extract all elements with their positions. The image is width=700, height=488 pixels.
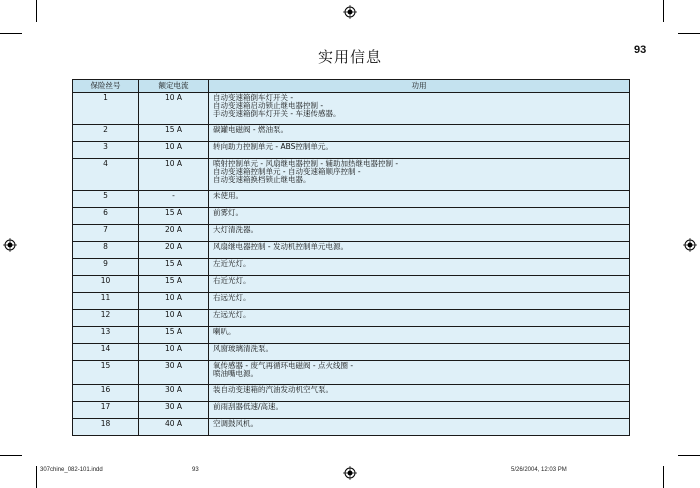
function-cell: 喇叭。 — [209, 327, 630, 344]
column-header-rated-current: 额定电流 — [139, 80, 209, 93]
table-row — [73, 208, 630, 225]
rated-current-cell: - — [139, 191, 209, 208]
column-header-function: 功用 — [209, 80, 630, 93]
fuse-number-cell: 6 — [73, 208, 139, 225]
crop-mark — [663, 0, 664, 22]
table-row — [73, 225, 630, 242]
function-cell: 右远光灯。 — [209, 293, 630, 310]
function-cell: 左近光灯。 — [209, 259, 630, 276]
table-row — [73, 242, 630, 259]
table-row — [73, 344, 630, 361]
fuse-number-cell: 16 — [73, 385, 139, 402]
fuse-number-cell: 11 — [73, 293, 139, 310]
crop-mark — [36, 466, 37, 488]
fuse-number-cell: 2 — [73, 125, 139, 142]
crop-mark — [678, 455, 700, 456]
table-row — [73, 93, 630, 125]
fuse-number-cell: 7 — [73, 225, 139, 242]
page-number: 93 — [634, 44, 647, 56]
registration-mark-bottom-icon — [343, 466, 357, 480]
footer-page: 93 — [192, 467, 199, 473]
fuse-number-cell: 13 — [73, 327, 139, 344]
fuse-number-cell: 15 — [73, 361, 139, 385]
function-cell: 装自动变速箱的汽油发动机空气泵。 — [209, 385, 630, 402]
fuse-number-cell: 5 — [73, 191, 139, 208]
crop-mark — [678, 33, 700, 34]
rated-current-cell: 40 A — [139, 419, 209, 436]
column-header-fuse-no: 保险丝号 — [73, 80, 139, 93]
fuse-table — [72, 79, 630, 436]
rated-current-cell: 10 A — [139, 344, 209, 361]
rated-current-cell: 10 A — [139, 310, 209, 327]
crop-mark — [0, 455, 22, 456]
table-row — [73, 402, 630, 419]
table-row — [73, 327, 630, 344]
fuse-number-cell: 1 — [73, 93, 139, 125]
rated-current-cell: 15 A — [139, 259, 209, 276]
function-cell: 左远光灯。 — [209, 310, 630, 327]
function-cell: 前雨刮器低速/高速。 — [209, 402, 630, 419]
function-cell: 喷射控制单元 - 风扇继电器控制 - 辅助加热继电器控制 - 自动变速箱控制单元 - 自动变速箱顺序控制 - 自动变速箱换档锁止继电器。 — [209, 159, 630, 191]
footer-date: 5/26/2004, 12:03 PM — [511, 467, 567, 473]
table-row — [73, 276, 630, 293]
fuse-number-cell: 10 — [73, 276, 139, 293]
footer-file: 307chine_082-101.indd — [40, 467, 103, 473]
function-cell: 大灯清洗器。 — [209, 225, 630, 242]
table-header-row — [73, 80, 630, 93]
fuse-number-cell: 17 — [73, 402, 139, 419]
function-cell: 碳罐电磁阀 - 燃油泵。 — [209, 125, 630, 142]
table-row — [73, 125, 630, 142]
rated-current-cell: 10 A — [139, 142, 209, 159]
crop-mark — [663, 466, 664, 488]
rated-current-cell: 30 A — [139, 361, 209, 385]
fuse-number-cell: 9 — [73, 259, 139, 276]
rated-current-cell: 30 A — [139, 402, 209, 419]
function-cell: 风扇继电器控制 - 发动机控制单元电源。 — [209, 242, 630, 259]
function-cell: 未使用。 — [209, 191, 630, 208]
rated-current-cell: 15 A — [139, 125, 209, 142]
table-row — [73, 142, 630, 159]
rated-current-cell: 15 A — [139, 327, 209, 344]
rated-current-cell: 10 A — [139, 93, 209, 125]
fuse-number-cell: 3 — [73, 142, 139, 159]
fuse-number-cell: 12 — [73, 310, 139, 327]
table-row — [73, 361, 630, 385]
fuse-number-cell: 8 — [73, 242, 139, 259]
registration-mark-top-icon — [343, 5, 357, 19]
function-cell: 风窗玻璃清洗泵。 — [209, 344, 630, 361]
function-cell: 右近光灯。 — [209, 276, 630, 293]
function-cell: 自动变速箱倒车灯开关 - 自动变速箱启动锁止继电器控制 - 手动变速箱倒车灯开关 - 车速传感器。 — [209, 93, 630, 125]
table-body — [73, 93, 630, 436]
registration-mark-right-icon — [683, 238, 697, 252]
table-row — [73, 385, 630, 402]
fuse-number-cell: 4 — [73, 159, 139, 191]
rated-current-cell: 20 A — [139, 225, 209, 242]
fuse-number-cell: 14 — [73, 344, 139, 361]
function-cell: 前雾灯。 — [209, 208, 630, 225]
rated-current-cell: 15 A — [139, 276, 209, 293]
table-row — [73, 159, 630, 191]
function-cell: 空调鼓风机。 — [209, 419, 630, 436]
table-row — [73, 310, 630, 327]
page-title: 实用信息 — [317, 48, 382, 66]
rated-current-cell: 10 A — [139, 293, 209, 310]
rated-current-cell: 10 A — [139, 159, 209, 191]
table-row — [73, 293, 630, 310]
table-row — [73, 191, 630, 208]
crop-mark — [36, 0, 37, 22]
function-cell: 氧传感器 - 废气再循环电磁阀 - 点火线圈 - 喷油嘴电源。 — [209, 361, 630, 385]
fuse-number-cell: 18 — [73, 419, 139, 436]
table-row — [73, 419, 630, 436]
rated-current-cell: 15 A — [139, 208, 209, 225]
rated-current-cell: 30 A — [139, 385, 209, 402]
rated-current-cell: 20 A — [139, 242, 209, 259]
function-cell: 转向助力控制单元 - ABS控制单元。 — [209, 142, 630, 159]
table-row — [73, 259, 630, 276]
registration-mark-left-icon — [3, 238, 17, 252]
crop-mark — [0, 33, 22, 34]
